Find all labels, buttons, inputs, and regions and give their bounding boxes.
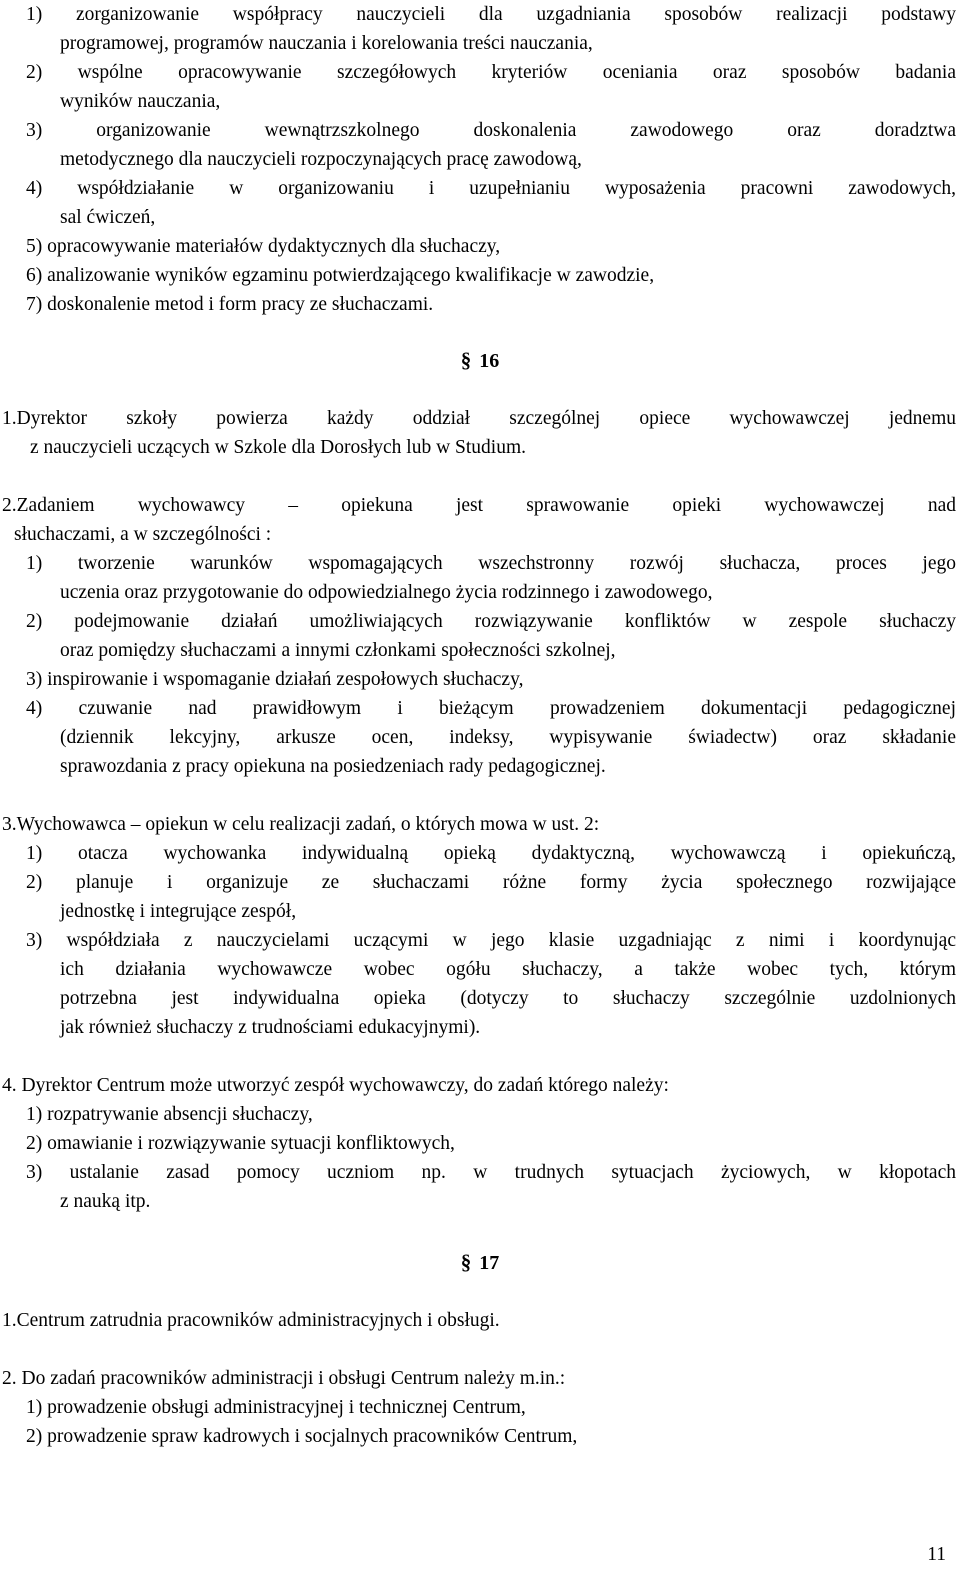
list-item-line: 1) otacza wychowanka indywidualną opieką dydaktyczną, wychowawczą i opiekuńczą, <box>26 843 956 864</box>
list-item-line: 5) opracowywanie materiałów dydaktycznych dla słuchaczy, <box>26 236 501 257</box>
list-item-line: 2) podejmowanie działań umożliwiających rozwiązywanie konfliktów w zespole słuchaczy <box>26 611 956 632</box>
paragraph-line: 2. Do zadań pracowników administracji i obsługi Centrum należy m.in.: <box>2 1368 566 1389</box>
section-heading-16 <box>0 346 960 376</box>
paragraph-line: z nauczycieli uczących w Szkole dla Dorosłych lub w Studium. <box>30 437 527 458</box>
list-item-line: 2) planuje i organizuje ze słuchaczami różne formy życia społecznego rozwijające <box>26 872 956 893</box>
list-item-line: 1) zorganizowanie współpracy nauczycieli dla uzgadniania sposobów realizacji podstawy <box>26 4 956 25</box>
list-item-line: 1) rozpatrywanie absencji słuchaczy, <box>26 1104 313 1125</box>
list-item-line: 4) współdziałanie w organizowaniu i uzupełnianiu wyposażenia pracowni zawodowych, <box>26 178 956 199</box>
list-item-line: (dziennik lekcyjny, arkusze ocen, indeksy, wypisywanie świadectw) oraz składanie <box>60 727 956 748</box>
list-item-line: uczenia oraz przygotowanie do odpowiedzialnego życia rodzinnego i zawodowego, <box>60 582 713 603</box>
list-item-line: wyników nauczania, <box>60 91 221 112</box>
list-item-line: 1) tworzenie warunków wspomagających wszechstronny rozwój słuchacza, proces jego <box>26 553 956 574</box>
paragraph-line: 3.Wychowawca – opiekun w celu realizacji zadań, o których mowa w ust. 2: <box>2 814 600 835</box>
list-item-line: jednostkę i integrujące zespół, <box>60 901 297 922</box>
list-item-line: 3) organizowanie wewnątrzszkolnego doskonalenia zawodowego oraz doradztwa <box>26 120 956 141</box>
list-item-line: oraz pomiędzy słuchaczami a innymi członkami społeczności szkolnej, <box>60 640 616 661</box>
list-item-line: 3) ustalanie zasad pomocy uczniom np. w trudnych sytuacjach życiowych, w kłopotach <box>26 1162 956 1183</box>
list-item-line: ich działania wychowawcze wobec ogółu słuchaczy, a także wobec tych, którym <box>60 959 956 980</box>
section-sign: § <box>460 1250 472 1274</box>
list-item-line: 3) inspirowanie i wspomaganie działań zespołowych słuchaczy, <box>26 669 524 690</box>
list-item-line: 6) analizowanie wyników egzaminu potwierdzającego kwalifikacje w zawodzie, <box>26 265 655 286</box>
list-item-line: z nauką itp. <box>60 1191 151 1212</box>
section-heading-17 <box>0 1248 960 1278</box>
list-item-line: 4) czuwanie nad prawidłowym i bieżącym prowadzeniem dokumentacji pedagogicznej <box>26 698 956 719</box>
list-item-line: 3) współdziała z nauczycielami uczącymi w jego klasie uzgadniając z nimi i koordynując <box>26 930 956 951</box>
paragraph-line: 1.Dyrektor szkoły powierza każdy oddział szczególnej opiece wychowawczej jednemu <box>2 408 956 429</box>
paragraph-line: 1.Centrum zatrudnia pracowników administracyjnych i obsługi. <box>2 1310 500 1331</box>
list-item-line: sprawozdania z pracy opiekuna na posiedzeniach rady pedagogicznej. <box>60 756 606 777</box>
list-item-line: metodycznego dla nauczycieli rozpoczynających pracę zawodową, <box>60 149 582 170</box>
list-item-line: 2) prowadzenie spraw kadrowych i socjalnych pracowników Centrum, <box>26 1426 578 1447</box>
paragraph-line: 2.Zadaniem wychowawcy – opiekuna jest sprawowanie opieki wychowawczej nad <box>2 495 956 516</box>
list-item-line: 1) prowadzenie obsługi administracyjnej i technicznej Centrum, <box>26 1397 526 1418</box>
paragraph-line: słuchaczami, a w szczególności : <box>14 524 272 545</box>
section-sign: § <box>460 348 472 372</box>
list-item-line: programowej, programów nauczania i korelowania treści nauczania, <box>60 33 593 54</box>
section-number: 16 <box>479 350 500 372</box>
list-item-line: 2) omawianie i rozwiązywanie sytuacji konfliktowych, <box>26 1133 455 1154</box>
paragraph-line: 4. Dyrektor Centrum może utworzyć zespół wychowawczy, do zadań którego należy: <box>2 1075 669 1096</box>
section-number: 17 <box>479 1252 500 1274</box>
list-item-line: potrzebna jest indywidualna opieka (dotyczy to słuchaczy szczególnie uzdolnionych <box>60 988 956 1009</box>
page-number: 11 <box>927 1544 946 1565</box>
list-item-line: 2) wspólne opracowywanie szczegółowych kryteriów oceniania oraz sposobów badania <box>26 62 956 83</box>
list-item-line: jak również słuchaczy z trudnościami edukacyjnymi). <box>60 1017 481 1038</box>
list-item-line: sal ćwiczeń, <box>60 207 156 228</box>
list-item-line: 7) doskonalenie metod i form pracy ze słuchaczami. <box>26 294 434 315</box>
